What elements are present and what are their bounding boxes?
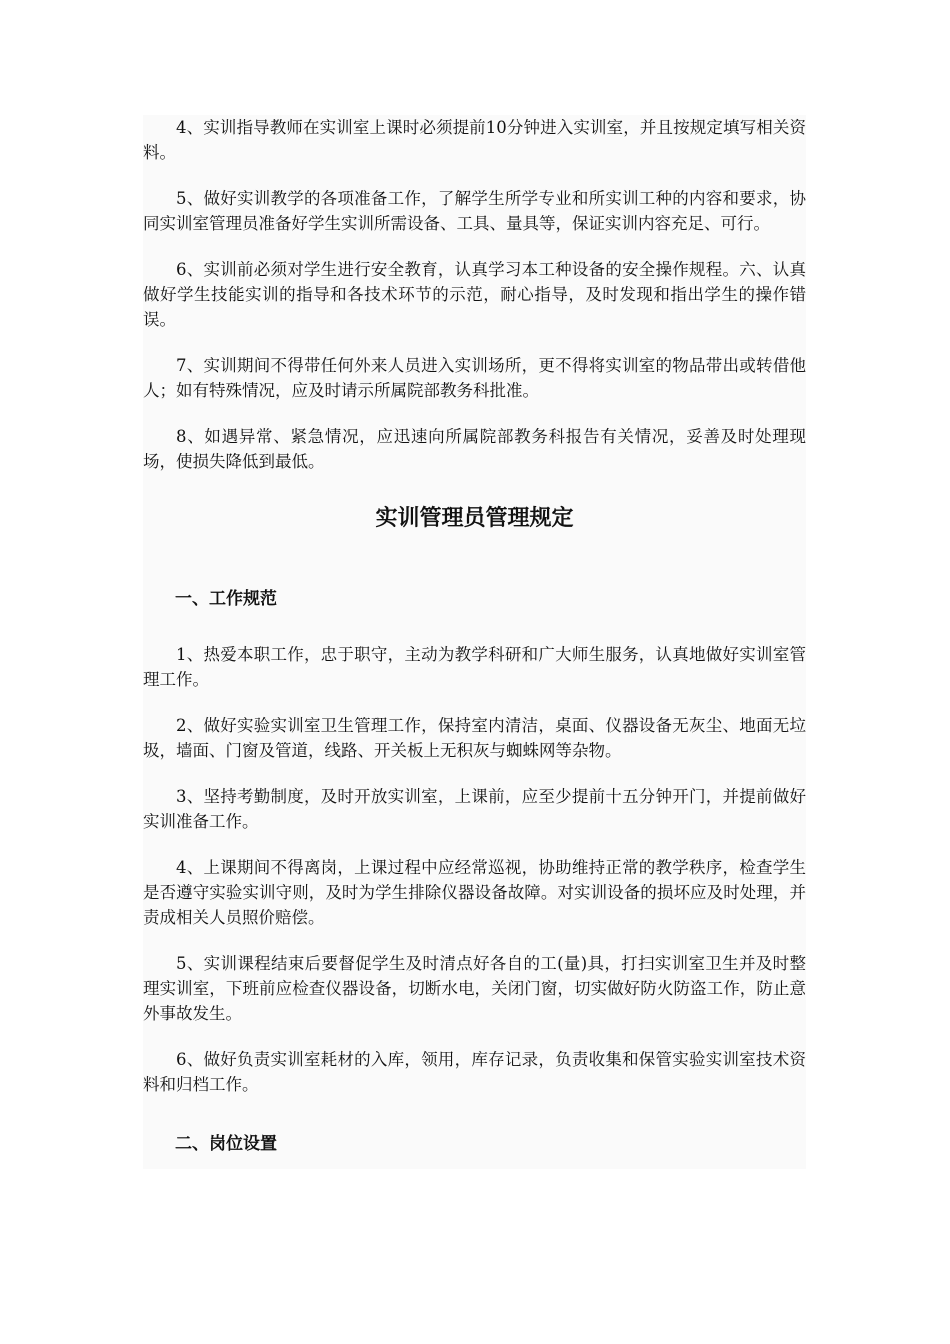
section-heading-work-standards: 一、工作规范 bbox=[175, 589, 277, 609]
document-title: 实训管理员管理规定 bbox=[375, 506, 574, 531]
paragraph: 6、实训前必须对学生进行安全教育，认真学习本工种设备的安全操作规程。六、认真做好学生技能实训的指导和各技术环节的示范，耐心指导，及时发现和指出学生的操作错误。 bbox=[143, 260, 806, 329]
section-heading-positions: 二、岗位设置 bbox=[175, 1134, 277, 1154]
paragraph: 7、实训期间不得带任何外来人员进入实训场所，更不得将实训室的物品带出或转借他人；如有特殊情况，应及时请示所属院部教务科批准。 bbox=[143, 356, 806, 400]
document-body bbox=[143, 115, 806, 1169]
paragraph: 2、做好实验实训室卫生管理工作，保持室内清洁，桌面、仪器设备无灰尘、地面无垃圾，墙面、门窗及管道，线路、开关板上无积灰与蜘蛛网等杂物。 bbox=[143, 716, 806, 760]
paragraph: 8、如遇异常、紧急情况，应迅速向所属院部教务科报告有关情况，妥善及时处理现场，使损失降低到最低。 bbox=[143, 427, 806, 471]
paragraph: 4、实训指导教师在实训室上课时必须提前10分钟进入实训室，并且按规定填写相关资料。 bbox=[143, 118, 806, 162]
paragraph: 5、实训课程结束后要督促学生及时清点好各自的工(量)具，打扫实训室卫生并及时整理实训室，下班前应检查仪器设备，切断水电，关闭门窗，切实做好防火防盗工作，防止意外事故发生。 bbox=[143, 954, 806, 1023]
paragraph: 3、坚持考勤制度，及时开放实训室，上课前，应至少提前十五分钟开门，并提前做好实训准备工作。 bbox=[143, 787, 806, 831]
paragraph: 4、上课期间不得离岗，上课过程中应经常巡视，协助维持正常的教学秩序，检查学生是否遵守实验实训守则，及时为学生排除仪器设备故障。对实训设备的损坏应及时处理，并责成相关人员照价赔偿。 bbox=[143, 858, 806, 927]
paragraph: 5、做好实训教学的各项准备工作，了解学生所学专业和所实训工种的内容和要求，协同实训室管理员准备好学生实训所需设备、工具、量具等，保证实训内容充足、可行。 bbox=[143, 189, 806, 233]
paragraph: 1、热爱本职工作，忠于职守，主动为教学科研和广大师生服务，认真地做好实训室管理工作。 bbox=[143, 645, 806, 689]
paragraph: 6、做好负责实训室耗材的入库，领用，库存记录，负责收集和保管实验实训室技术资料和归档工作。 bbox=[143, 1050, 806, 1094]
